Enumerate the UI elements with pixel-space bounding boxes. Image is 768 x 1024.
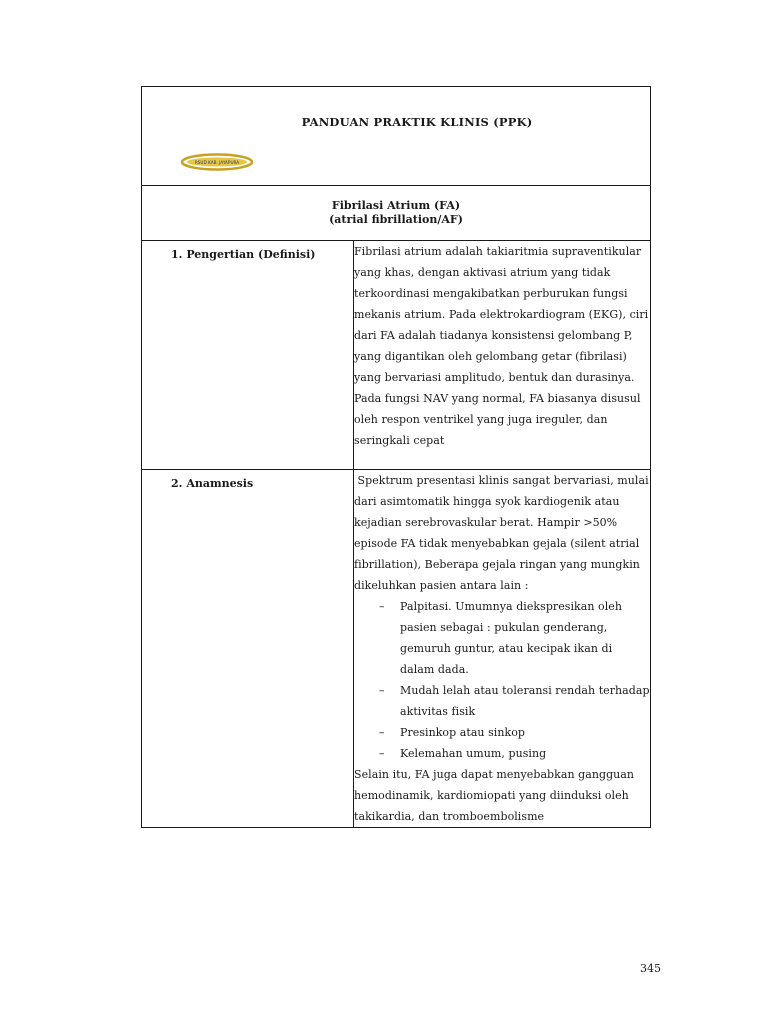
dash-bullet-icon: – bbox=[379, 684, 385, 697]
dash-bullet-icon: – bbox=[379, 726, 385, 739]
anamnesis-outro: Selain itu, FA juga dapat menyebabkan gangguan hemodinamik, kardiomiopati yang diinduksi oleh takikardia, dan tromboembolisme bbox=[354, 768, 635, 823]
section-label: 2. Anamnesis bbox=[171, 477, 254, 490]
logo-emblem-icon bbox=[180, 153, 254, 171]
list-item-text: Presinkop atau sinkop bbox=[400, 726, 525, 739]
list-item bbox=[354, 743, 650, 764]
topic-subtitle: (atrial fibrillation/AF) bbox=[329, 213, 463, 226]
list-item-text: Palpitasi. Umumnya diekspresikan oleh pasien sebagai : pukulan genderang, gemuruh guntur, atau kecipak ikan di dalam dada. bbox=[400, 600, 622, 676]
document-title: PANDUAN PRAKTIK KLINIS (PPK) bbox=[301, 115, 533, 129]
section-content-cell bbox=[354, 470, 651, 828]
section-row-definisi bbox=[142, 241, 651, 470]
list-item bbox=[354, 596, 650, 680]
section-content-cell bbox=[354, 241, 651, 470]
ppk-table bbox=[141, 86, 651, 828]
dash-bullet-icon: – bbox=[379, 747, 385, 760]
section-label-cell bbox=[142, 470, 354, 828]
symptom-list bbox=[354, 596, 650, 764]
list-item bbox=[354, 680, 650, 722]
dash-bullet-icon: – bbox=[379, 600, 385, 613]
section-label-cell bbox=[142, 241, 354, 470]
hospital-logo bbox=[180, 153, 254, 175]
topic-cell bbox=[142, 186, 651, 241]
section-row-anamnesis bbox=[142, 470, 651, 828]
list-item bbox=[354, 722, 650, 743]
list-item-text: Mudah lelah atau toleransi rendah terhadap aktivitas fisik bbox=[400, 684, 650, 718]
section-label: 1. Pengertian (Definisi) bbox=[171, 248, 316, 261]
topic-title: Fibrilasi Atrium (FA) bbox=[331, 199, 461, 212]
logo-text: RSUD KAB. JAYAPURA bbox=[194, 160, 240, 165]
page-number: 345 bbox=[640, 962, 661, 975]
header-cell bbox=[142, 87, 651, 186]
definition-paragraph: Fibrilasi atrium adalah takiaritmia supraventikular yang khas, dengan aktivasi atrium yang tidak terkoordinasi mengakibatkan perburukan fungsi mekanis atrium. Pada elektrokardiogram (EKG), ciri dari FA adalah tiadanya konsistensi gelombang P, yang digantikan oleh gelombang getar (fibrilasi) yang bervariasi amplitudo, bentuk dan durasinya. Pada fungsi NAV yang normal, FA biasanya disusul oleh respon ventrikel yang juga ireguler, dan seringkali cepat bbox=[354, 245, 649, 447]
list-item-text: Kelemahan umum, pusing bbox=[400, 747, 547, 760]
anamnesis-intro: Spektrum presentasi klinis sangat bervariasi, mulai dari asimtomatik hingga syok kardiogenik atau kejadian serebrovaskular berat. Hampir >50% episode FA tidak menyebabkan gejala (silent atrial fibrillation), Beberapa gejala ringan yang mungkin dikeluhkan pasien antara lain : bbox=[354, 474, 653, 592]
